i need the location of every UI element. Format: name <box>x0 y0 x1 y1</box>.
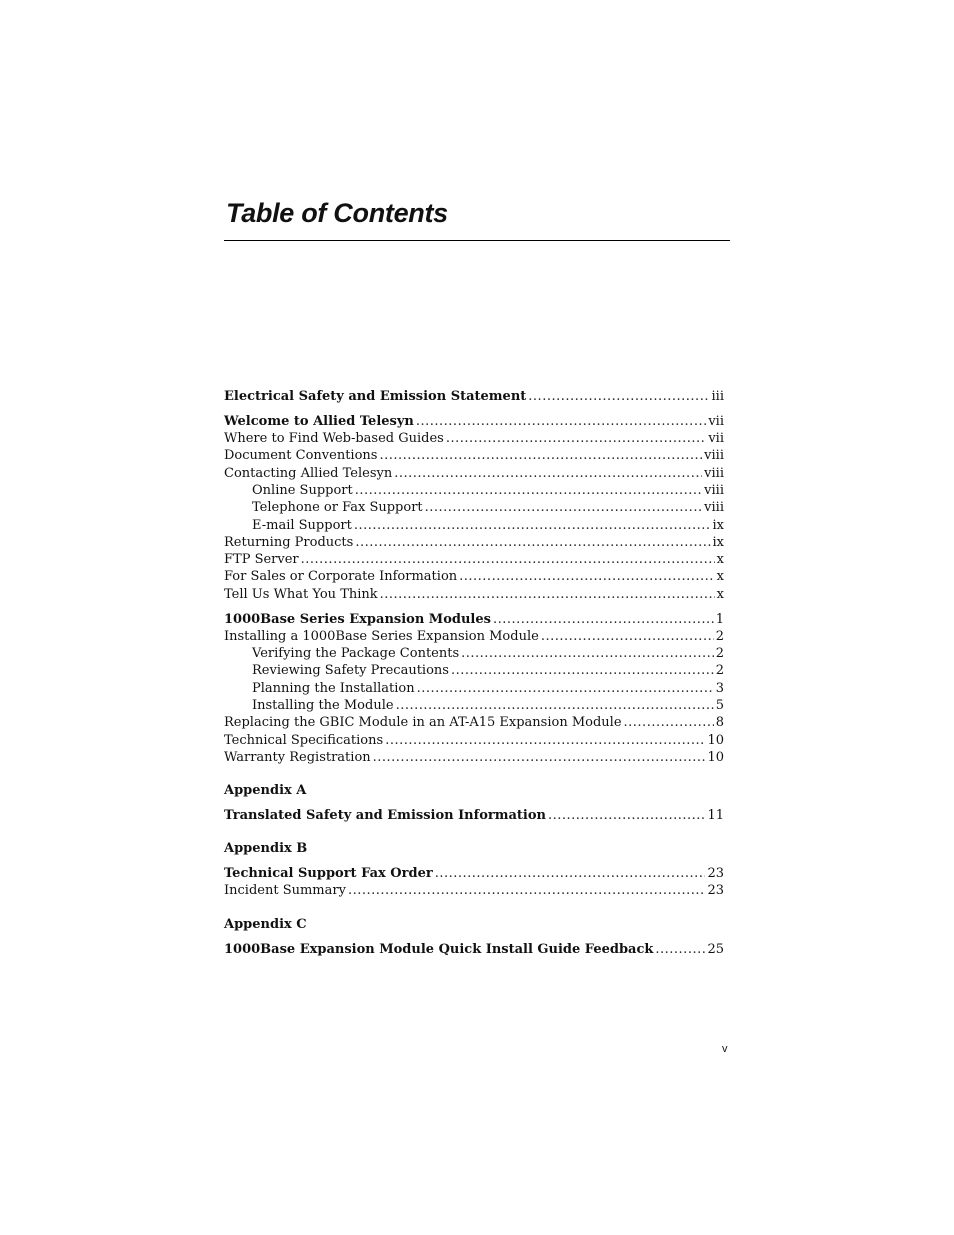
toc-entry[interactable] <box>224 662 724 679</box>
toc-entry[interactable] <box>224 807 724 824</box>
dot-leader <box>380 586 715 603</box>
dot-leader <box>385 732 705 749</box>
toc-entry-label: For Sales or Corporate Information <box>224 569 458 585</box>
dot-leader <box>451 662 714 679</box>
toc-entry[interactable] <box>224 882 724 899</box>
toc-entry[interactable] <box>224 611 724 628</box>
appendix-heading: Appendix C <box>224 916 307 932</box>
toc-entry-page: 10 <box>707 749 724 765</box>
toc-entry[interactable] <box>224 517 724 534</box>
toc-entry-label: Technical Support Fax Order <box>224 866 433 882</box>
dot-leader <box>548 807 705 824</box>
title-rule <box>224 240 730 241</box>
toc-entry[interactable] <box>224 534 724 551</box>
toc-entry-label: Tell Us What You Think <box>224 586 378 602</box>
toc-entry-label: Document Conventions <box>224 448 378 464</box>
toc-entry-page: ix <box>712 517 724 533</box>
toc-entry-page: vii <box>708 431 724 447</box>
toc-entry-label: Planning the Installation <box>252 680 415 696</box>
dot-leader <box>301 551 715 568</box>
dot-leader <box>355 482 702 499</box>
dot-leader <box>416 413 706 430</box>
toc-entry[interactable] <box>224 499 724 516</box>
page-number: v <box>722 1043 728 1055</box>
dot-leader <box>459 568 715 585</box>
toc-entry[interactable] <box>224 430 724 447</box>
toc-entry-label: Where to Find Web-based Guides <box>224 431 444 447</box>
toc-entry-label: FTP Server <box>224 552 299 568</box>
toc-entry-label: Reviewing Safety Precautions <box>252 663 449 679</box>
toc-entry-page: 3 <box>715 680 724 696</box>
toc-entry-page: x <box>716 586 724 602</box>
toc-entry-label: Welcome to Allied Telesyn <box>224 413 414 429</box>
dot-leader <box>435 865 706 882</box>
toc-entry[interactable] <box>224 586 724 603</box>
dot-leader <box>461 645 714 662</box>
dot-leader <box>425 499 703 516</box>
toc-entry-label: Installing a 1000Base Series Expansion Module <box>224 628 539 644</box>
toc-entry-label: Warranty Registration <box>224 749 371 765</box>
toc-entry[interactable] <box>224 865 724 882</box>
toc-entry-label: Technical Specifications <box>224 732 384 748</box>
toc-entry[interactable] <box>224 447 724 464</box>
dot-leader <box>394 465 702 482</box>
toc-entry-label: Installing the Module <box>252 698 394 714</box>
toc-entry-page: x <box>716 552 724 568</box>
dot-leader <box>373 749 706 766</box>
dot-leader <box>379 447 702 464</box>
dot-leader <box>541 628 714 645</box>
appendix-heading: Appendix A <box>224 783 307 799</box>
toc-entry-page: 2 <box>715 628 724 644</box>
toc-entry[interactable] <box>224 645 724 662</box>
toc-entry-label: Online Support <box>252 482 353 498</box>
toc-entry-page: 10 <box>707 732 724 748</box>
appendix-heading: Appendix B <box>224 841 308 857</box>
dot-leader <box>655 941 705 958</box>
toc-entry-label: Electrical Safety and Emission Statement <box>224 389 527 404</box>
toc-entry-page: 23 <box>707 866 724 882</box>
toc-entry[interactable] <box>224 714 724 731</box>
toc-entry[interactable] <box>224 680 724 697</box>
toc-entry-page: 11 <box>707 808 724 824</box>
table-of-contents <box>224 388 724 958</box>
toc-entry[interactable] <box>224 482 724 499</box>
toc-entry-label: Returning Products <box>224 534 354 550</box>
toc-entry-label: 1000Base Expansion Module Quick Install Guide Feedback <box>224 941 654 957</box>
toc-entry-page: ix <box>712 534 724 550</box>
toc-entry[interactable] <box>224 749 724 766</box>
dot-leader <box>446 430 706 447</box>
page-title: Table of Contents <box>226 198 448 228</box>
toc-entry[interactable] <box>224 697 724 714</box>
toc-entry-page: 5 <box>715 698 724 714</box>
toc-entry[interactable] <box>224 388 724 405</box>
dot-leader <box>355 534 710 551</box>
toc-entry[interactable] <box>224 628 724 645</box>
toc-entry-page: 2 <box>715 646 724 662</box>
toc-entry-label: Replacing the GBIC Module in an AT-A15 Expansion Module <box>224 715 622 731</box>
toc-entry-page: 25 <box>707 941 724 957</box>
toc-entry[interactable] <box>224 413 724 430</box>
toc-entry-page: iii <box>711 389 724 404</box>
toc-entry-page: 8 <box>715 715 724 731</box>
dot-leader <box>493 611 714 628</box>
toc-entry-label: 1000Base Series Expansion Modules <box>224 611 491 627</box>
toc-entry[interactable] <box>224 568 724 585</box>
dot-leader <box>348 882 706 899</box>
dot-leader <box>396 697 714 714</box>
toc-entry-label: Contacting Allied Telesyn <box>224 465 393 481</box>
toc-entry-page: 2 <box>715 663 724 679</box>
dot-leader <box>354 517 711 534</box>
toc-entry-page: viii <box>704 448 724 464</box>
toc-entry-label: Incident Summary <box>224 883 346 899</box>
toc-entry-page: 23 <box>707 883 724 899</box>
toc-entry[interactable] <box>224 941 724 958</box>
toc-entry-label: E-mail Support <box>252 517 352 533</box>
toc-entry-page: viii <box>704 482 724 498</box>
toc-entry-page: vii <box>708 413 724 429</box>
toc-entry-page: 1 <box>715 611 724 627</box>
toc-entry-page: viii <box>704 500 724 516</box>
toc-entry-page: x <box>716 569 724 585</box>
toc-entry-label: Translated Safety and Emission Information <box>224 808 546 824</box>
toc-entry-page: viii <box>704 465 724 481</box>
toc-entry-label: Verifying the Package Contents <box>252 646 460 662</box>
toc-entry[interactable] <box>224 465 724 482</box>
toc-entry[interactable] <box>224 551 724 568</box>
dot-leader <box>417 680 714 697</box>
dot-leader <box>528 388 709 405</box>
toc-entry-label: Telephone or Fax Support <box>252 500 423 516</box>
toc-entry[interactable] <box>224 732 724 749</box>
dot-leader <box>624 714 714 731</box>
